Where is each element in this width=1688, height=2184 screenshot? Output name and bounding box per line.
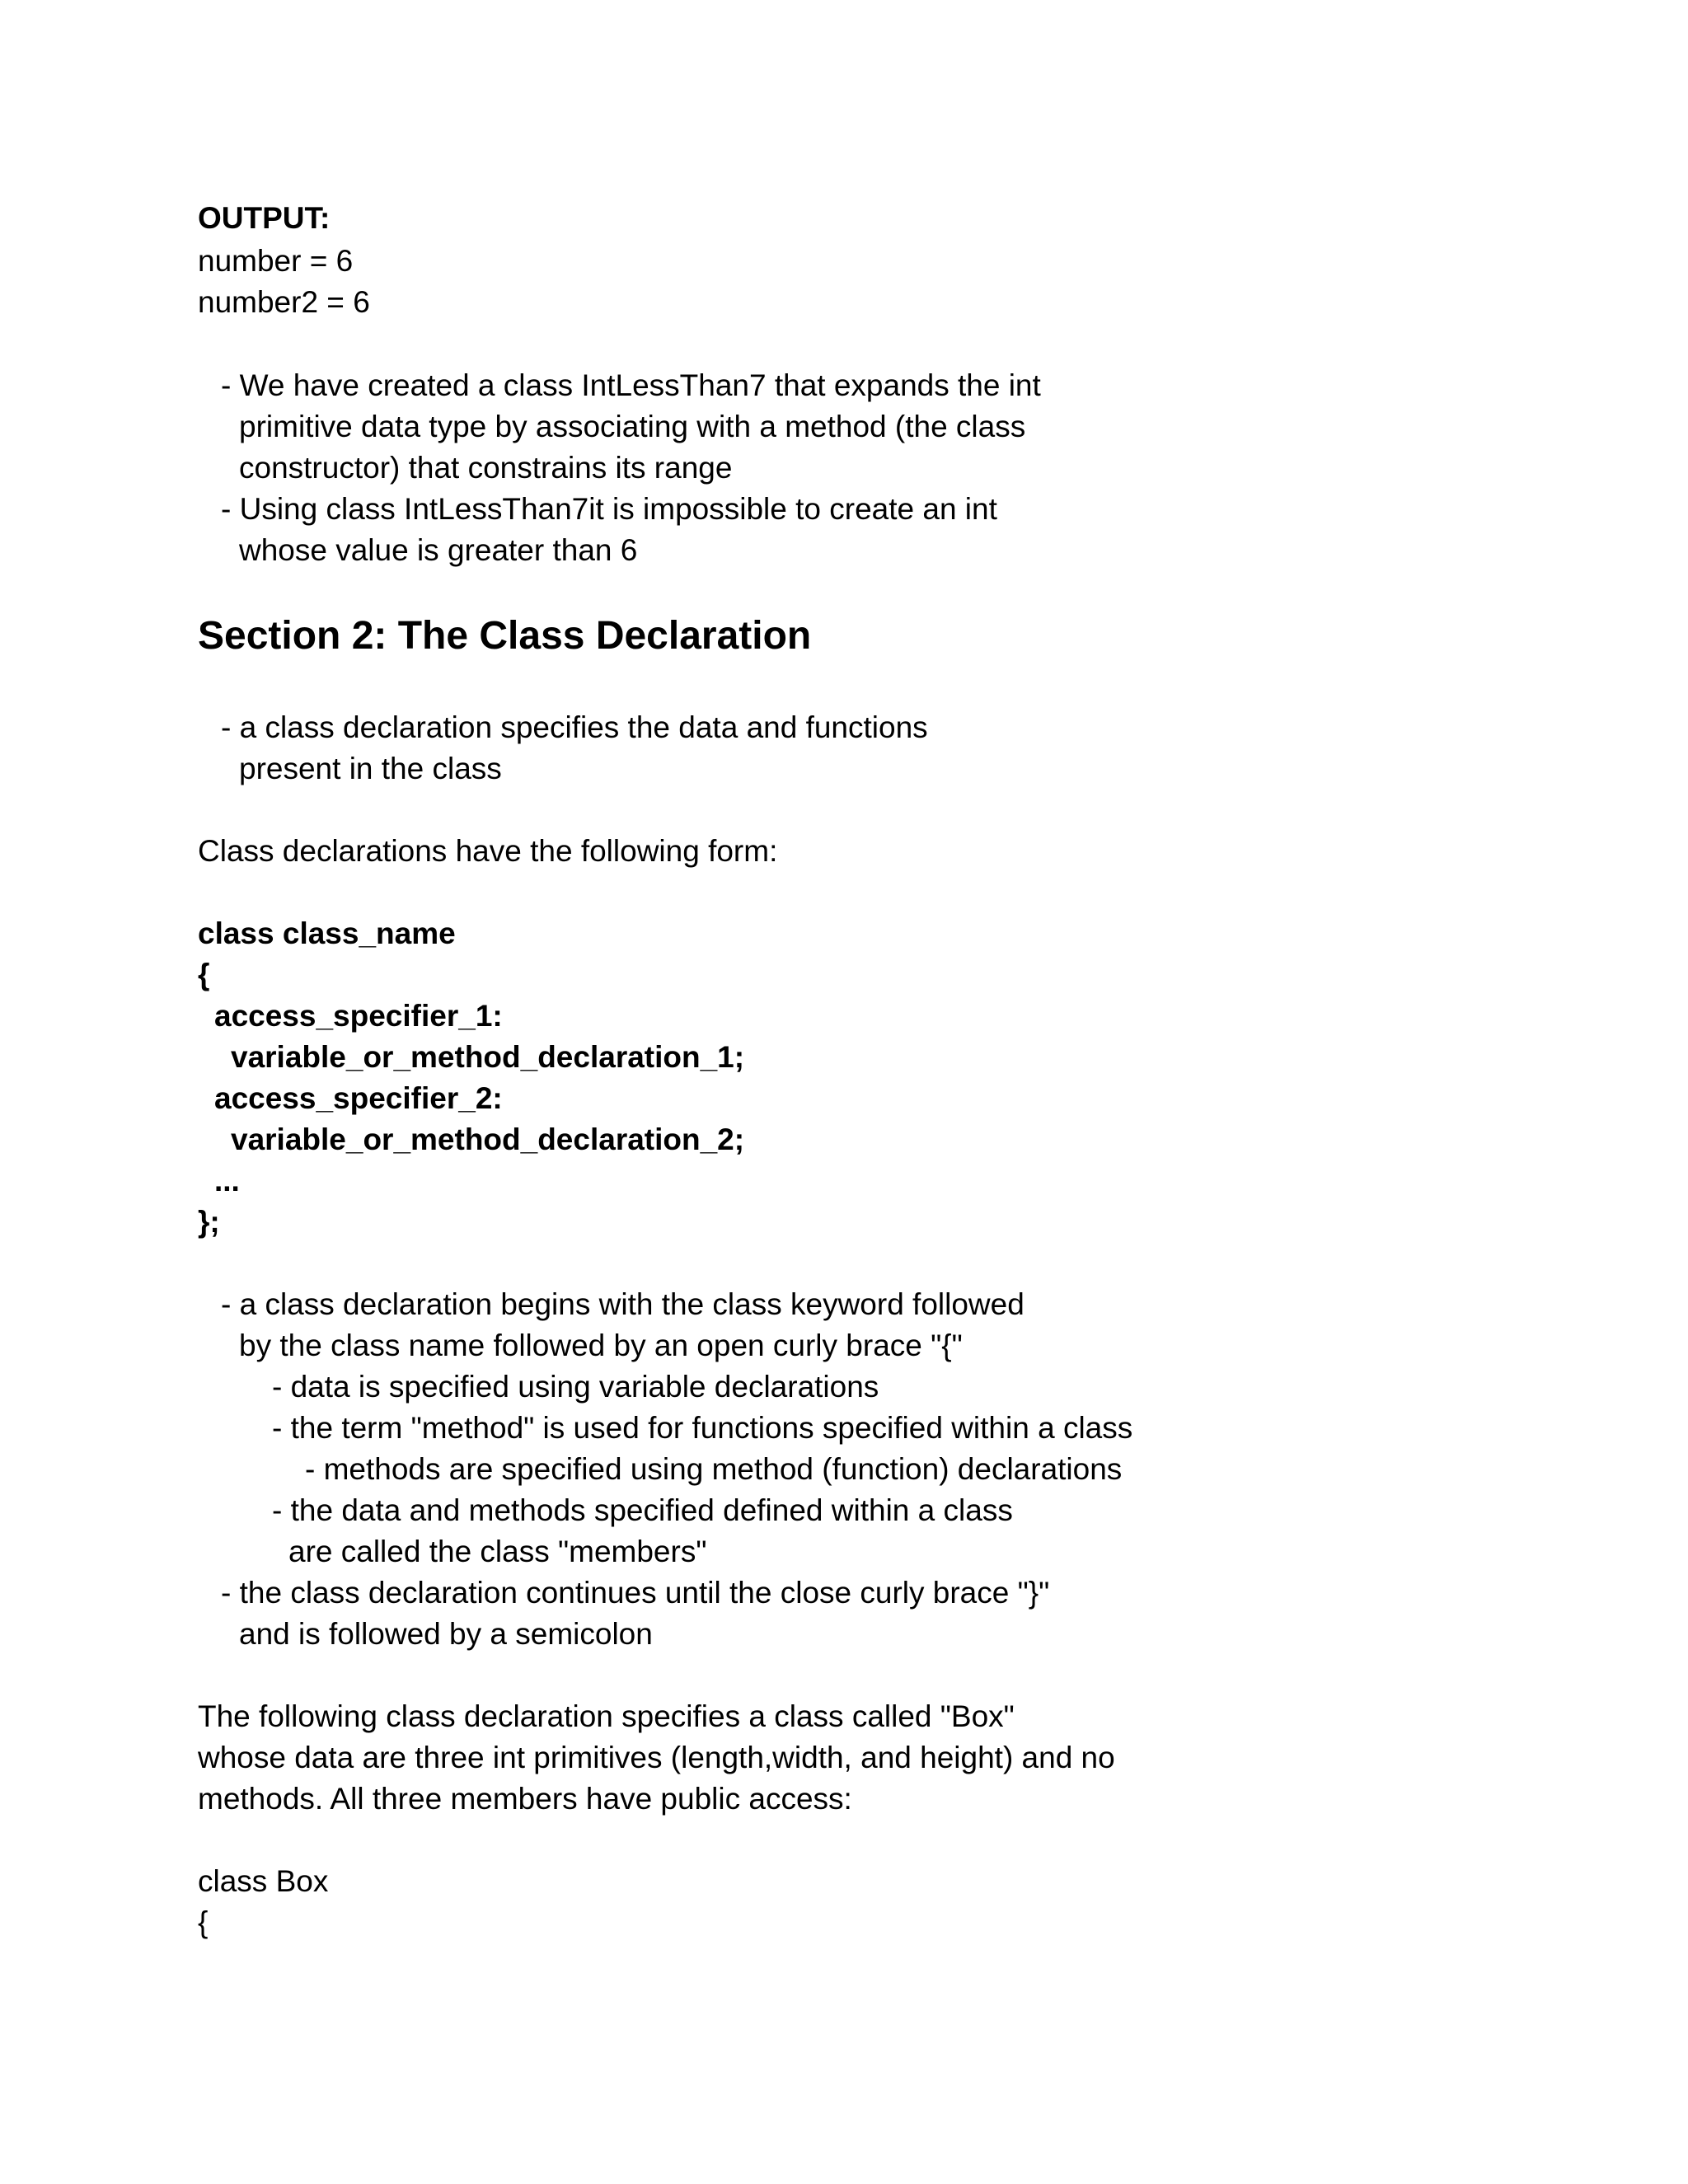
syntax-line-8: }; — [198, 1205, 220, 1239]
syntax-line-1: class class_name — [198, 916, 456, 950]
box-code-line-1: class Box — [198, 1864, 329, 1898]
section-2-bullet-line-2: present in the class — [239, 752, 502, 785]
explanation-line-9: and is followed by a semicolon — [239, 1617, 653, 1651]
explanation-line-3: - data is specified using variable declarations — [272, 1370, 879, 1404]
form-intro-text: Class declarations have the following form: — [198, 834, 778, 868]
explanation-line-5: - methods are specified using method (function) declarations — [305, 1452, 1123, 1486]
syntax-line-4: variable_or_method_declaration_1; — [231, 1040, 745, 1074]
explanation-line-8: - the class declaration continues until the close curly brace "}" — [221, 1576, 1050, 1610]
intro-bullet-2-line-1: - Using class IntLessThan7it is impossible to create an int — [221, 492, 997, 526]
box-code-line-2: { — [198, 1905, 209, 1939]
section-2-heading: Section 2: The Class Declaration — [198, 614, 812, 658]
explanation-line-4: - the term "method" is used for functions specified within a class — [272, 1411, 1133, 1445]
explanation-line-6: - the data and methods specified defined within a class — [272, 1493, 1013, 1527]
output-line-2: number2 = 6 — [198, 285, 370, 319]
intro-bullet-2-line-2: whose value is greater than 6 — [239, 533, 638, 567]
explanation-line-1: - a class declaration begins with the class keyword followed — [221, 1287, 1025, 1321]
intro-bullet-1-line-2: primitive data type by associating with a method (the class — [239, 410, 1026, 443]
intro-bullet-1-line-1: - We have created a class IntLessThan7 that expands the int — [221, 368, 1041, 402]
section-2-bullet-line-1: - a class declaration specifies the data and functions — [221, 710, 928, 744]
box-intro-line-2: whose data are three int primitives (length,width, and height) and no — [198, 1741, 1115, 1774]
intro-bullet-1-line-3: constructor) that constrains its range — [239, 451, 733, 485]
syntax-line-5: access_specifier_2: — [214, 1081, 503, 1115]
explanation-line-7: are called the class "members" — [288, 1535, 707, 1568]
syntax-line-7: ... — [214, 1164, 240, 1197]
box-intro-line-3: methods. All three members have public access: — [198, 1782, 852, 1816]
explanation-line-2: by the class name followed by an open curly brace "{" — [239, 1329, 963, 1362]
output-label: OUTPUT: — [198, 201, 331, 235]
syntax-line-2: { — [198, 958, 210, 991]
box-intro-line-1: The following class declaration specifies a class called "Box" — [198, 1699, 1015, 1733]
output-line-1: number = 6 — [198, 244, 354, 278]
syntax-line-3: access_specifier_1: — [214, 999, 503, 1033]
syntax-line-6: variable_or_method_declaration_2; — [231, 1122, 745, 1156]
